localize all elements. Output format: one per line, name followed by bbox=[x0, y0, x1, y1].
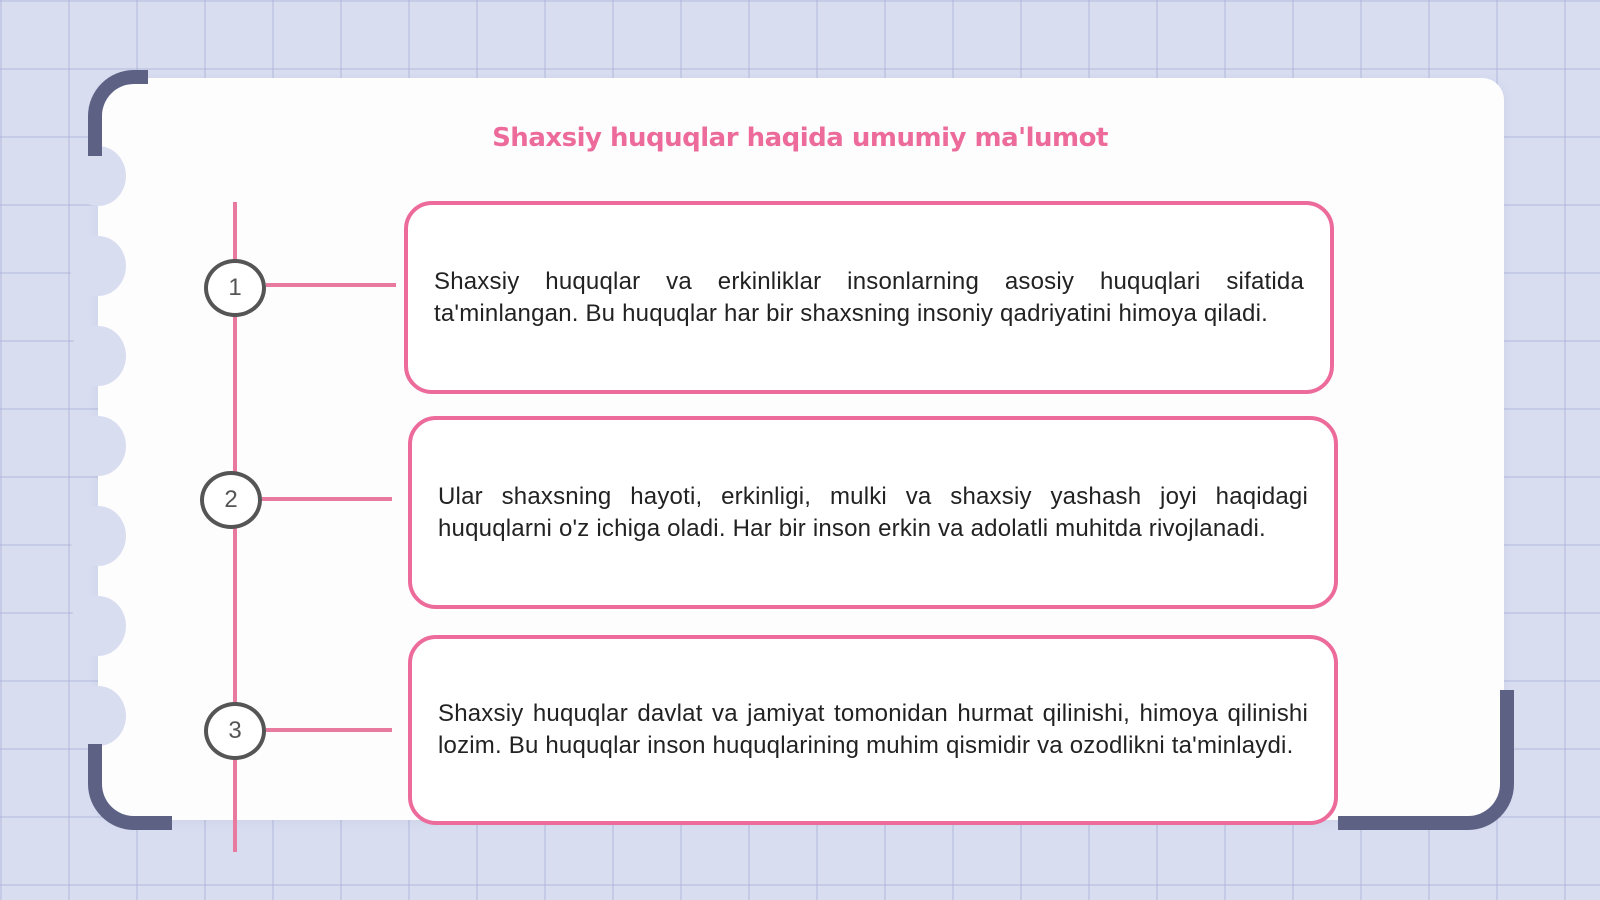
notch-decoration bbox=[70, 326, 126, 386]
notch-decoration bbox=[70, 506, 126, 566]
info-box-1 bbox=[404, 201, 1334, 394]
timeline-connector bbox=[262, 497, 392, 501]
slide-title: Shaxsiy huquqlar haqida umumiy ma'lumot bbox=[492, 123, 1108, 153]
info-text-3: Shaxsiy huquqlar davlat va jamiyat tomonidan hurmat qilinishi, himoya qilinishi lozim. Bu huquqlar inson huquqlarining muhim qismidir va ozodlikni ta'minlaydi. bbox=[438, 700, 1308, 759]
timeline-connector bbox=[266, 728, 392, 732]
notch-decoration bbox=[70, 686, 126, 746]
step-marker-2: 2 bbox=[200, 471, 262, 529]
timeline-connector bbox=[266, 283, 396, 287]
info-box-3 bbox=[408, 635, 1338, 825]
step-marker-3: 3 bbox=[204, 702, 266, 760]
info-text-1: Shaxsiy huquqlar va erkinliklar insonlarning asosiy huquqlari sifatida ta'minlangan. Bu huquqlar har bir shaxsning insoniy qadriyatini himoya qiladi. bbox=[434, 267, 1304, 327]
corner-bracket-bottom-left bbox=[88, 744, 172, 830]
step-marker-1: 1 bbox=[204, 259, 266, 317]
notch-decoration bbox=[70, 596, 126, 656]
info-box-2 bbox=[408, 416, 1338, 609]
notch-decoration bbox=[70, 416, 126, 476]
corner-bracket-bottom-right bbox=[1338, 690, 1514, 830]
info-text-2: Ular shaxsning hayoti, erkinligi, mulki va shaxsiy yashash joyi haqidagi huquqlarni o'z ichiga oladi. Har bir inson erkin va adolatli muhitda rivojlanadi. bbox=[438, 482, 1308, 542]
notch-decoration bbox=[70, 236, 126, 296]
